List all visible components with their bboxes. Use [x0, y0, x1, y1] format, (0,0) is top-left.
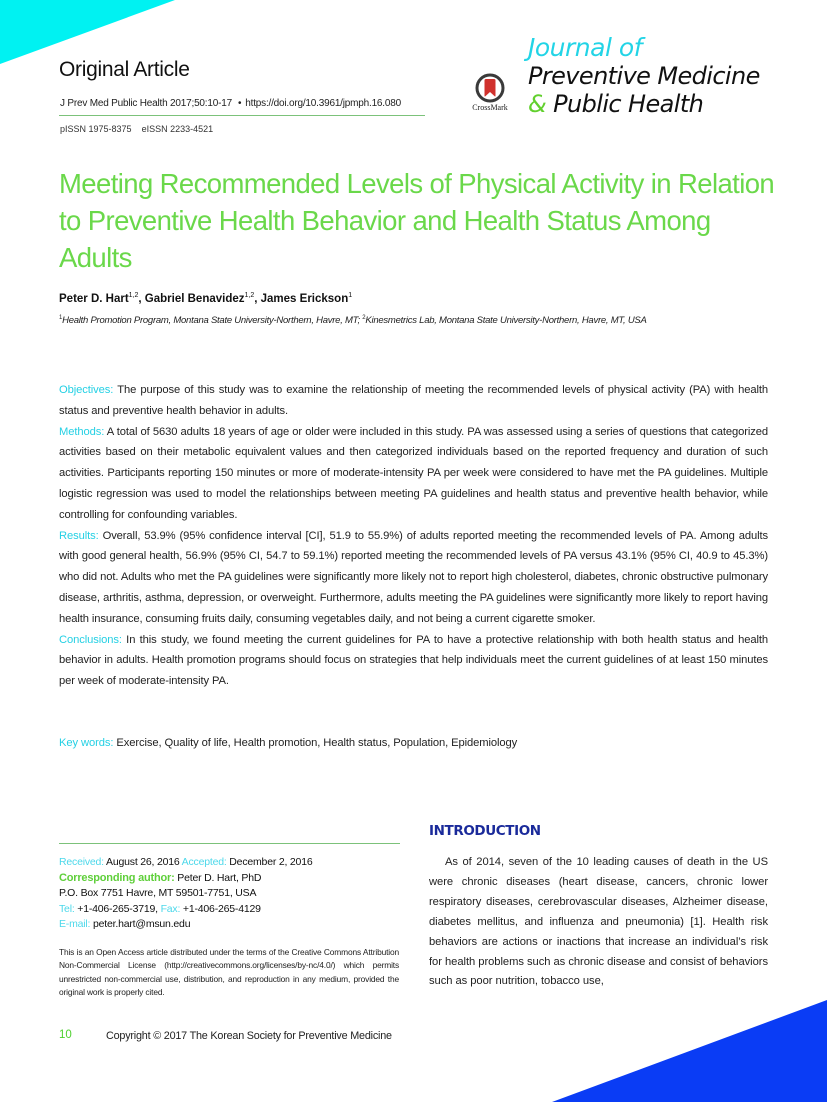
- affiliation-text: Kinesmetrics Lab, Montana State University-Northern, Havre, MT, USA: [365, 315, 647, 326]
- phone-line: [59, 902, 400, 918]
- copyright: Copyright © 2017 The Korean Society for Preventive Medicine: [106, 1030, 392, 1042]
- journal-logo: [528, 34, 760, 118]
- corresponding-name: Peter D. Hart, PhD: [174, 871, 262, 884]
- methods-label: Methods:: [59, 425, 105, 438]
- introduction-paragraph: As of 2014, seven of the 10 leading causes of death in the US were chronic diseases (heart disease, cancers, chronic lower respiratory diseases, cerebrovascular diseases, Alzheimer disease, diabetes mellitus, and influenza and pneumonia) [1]. Health risk behaviors are actions or inactions that increase an individual’s risk for health problems such as chronic disease and consist of behaviors such as poor nutrition, tobacco use,: [429, 856, 768, 988]
- address: P.O. Box 7751 Havre, MT 59501-7751, USA: [59, 887, 257, 899]
- received-date: August 26, 2016: [103, 856, 182, 868]
- author-name[interactable]: Peter D. Hart: [59, 293, 129, 305]
- abstract: [59, 380, 768, 692]
- dates-line: [59, 855, 400, 871]
- metadata-divider: [59, 843, 400, 844]
- crossmark-icon: [475, 73, 505, 103]
- results-label: Results:: [59, 529, 99, 542]
- tel-label: Tel:: [59, 902, 75, 915]
- conclusions-label: Conclusions:: [59, 633, 122, 646]
- license-notice: This is an Open Access article distributed under the terms of the Creative Commons Attribution Non-Commercial License (http://creativecommons.org/licenses/by-nc/4.0/) which permits unrestricted non-commercial use, distribution, and reproduction in any medium, provided the original work is properly cited.: [59, 947, 399, 998]
- methods-text: A total of 5630 adults 18 years of age or older were included in this study. PA was assessed using a series of questions that categorized activities based on their metabolic equivalent values and then categorized individuals based on the reported frequency and duration of such activities. Participants reporting 150 minutes or more of moderate-intensity PA per week were considered to have met the PA guidelines. Multiple logistic regression was used to model the relationships between meeting PA guidelines and health status and preventive health behavior, while controlling for confounding variables.: [59, 425, 768, 521]
- journal-name-line1: Journal of: [528, 33, 642, 62]
- affiliation-text: Health Promotion Program, Montana State University-Northern, Havre, MT;: [62, 315, 363, 326]
- corresponding-label: Corresponding author:: [59, 871, 175, 884]
- affiliations: [59, 315, 647, 326]
- issn-line: [60, 124, 213, 134]
- author-name[interactable]: James Erickson: [260, 293, 349, 305]
- fax-label: Fax:: [160, 902, 181, 915]
- affiliation-number: 1: [59, 315, 63, 321]
- header-divider: [59, 115, 425, 116]
- received-label: Received:: [59, 856, 104, 868]
- corresponding-line: [59, 871, 400, 887]
- objectives-text: The purpose of this study was to examine the relationship of meeting the recommended levels of physical activity (PA) with health status and preventive health behavior in adults.: [59, 384, 768, 417]
- eissn: eISSN 2233-4521: [141, 124, 214, 134]
- citation-line: [60, 98, 401, 109]
- crossmark-label: CrossMark: [472, 103, 508, 112]
- pissn: pISSN 1975-8375: [60, 124, 132, 134]
- keywords-text: Exercise, Quality of life, Health promotion, Health status, Population, Epidemiology: [113, 737, 518, 749]
- journal-ampersand: &: [528, 90, 547, 118]
- article-title: Meeting Recommended Levels of Physical Activity in Relation to Preventive Health Behavior and Health Status Among Adults: [59, 168, 775, 273]
- author-affiliation-ref: 1,2: [128, 292, 139, 299]
- author-affiliation-ref: 1,2: [244, 292, 255, 299]
- tel-number: +1-406-265-3719,: [74, 902, 161, 915]
- accepted-label: Accepted:: [181, 856, 227, 868]
- journal-name-line3: [528, 90, 760, 118]
- keywords-label: Key words:: [59, 737, 114, 749]
- accepted-date: December 2, 2016: [226, 856, 313, 868]
- introduction-body: [429, 853, 768, 992]
- author-separator: ,: [138, 293, 145, 305]
- keywords: [59, 737, 768, 749]
- author-list: [59, 292, 352, 305]
- journal-name-line2: Preventive Medicine: [528, 62, 760, 90]
- abstract-objectives: [59, 380, 768, 422]
- decorative-corner-bottom: [552, 1000, 827, 1102]
- doi-link[interactable]: https://doi.org/10.3961/jpmph.16.080: [245, 98, 401, 109]
- fax-number: +1-406-265-4129: [180, 902, 261, 915]
- journal-name-line3-text: Public Health: [546, 90, 704, 118]
- conclusions-text: In this study, we found meeting the current guidelines for PA to have a protective relationship with both health status and health behavior in adults. Health promotion programs should focus on strategies that help individuals meet the current guidelines of at least 150 minutes per week of moderate-intensity PA.: [59, 633, 768, 688]
- article-metadata: [59, 855, 400, 933]
- crossmark-badge[interactable]: [464, 73, 516, 119]
- affiliation-number: 2: [362, 315, 366, 321]
- bullet: •: [237, 98, 242, 109]
- objectives-label: Objectives:: [59, 384, 114, 396]
- results-text: Overall, 53.9% (95% confidence interval [CI], 51.9 to 55.9%) of adults reported meeting the recommended levels of PA. Among adults with good general health, 56.9% (95% CI, 54.7 to 59.1%) reported meeting the recommended levels of PA versus 43.1% (95% CI, 40.9 to 45.3%) who did not. Adults who met the PA guidelines were significantly more likely not to report high cholesterol, diabetes, chronic obstructive pulmonary disease, arthritis, asthma, depression, or overweight. Furthermore, adults meeting the PA guidelines were significantly more likely to report having health insurance, consuming fruits daily, consuming vegetables daily, and not being a current cigarette smoker.: [59, 529, 768, 625]
- abstract-results: [59, 526, 768, 630]
- author-affiliation-ref: 1: [348, 292, 353, 299]
- page-number: 10: [59, 1029, 72, 1041]
- decorative-corner-top: [0, 0, 175, 64]
- email-label: E-mail:: [59, 918, 91, 930]
- citation: J Prev Med Public Health 2017;50:10-17: [60, 98, 232, 109]
- email-line: [59, 917, 400, 933]
- abstract-conclusions: [59, 630, 768, 692]
- author-name[interactable]: Gabriel Benavidez: [144, 293, 245, 305]
- article-type: Original Article: [59, 58, 190, 81]
- author-separator: ,: [254, 293, 261, 305]
- abstract-methods: [59, 422, 768, 526]
- introduction-heading: INTRODUCTION: [429, 823, 541, 839]
- email-link[interactable]: peter.hart@msun.edu: [90, 918, 191, 930]
